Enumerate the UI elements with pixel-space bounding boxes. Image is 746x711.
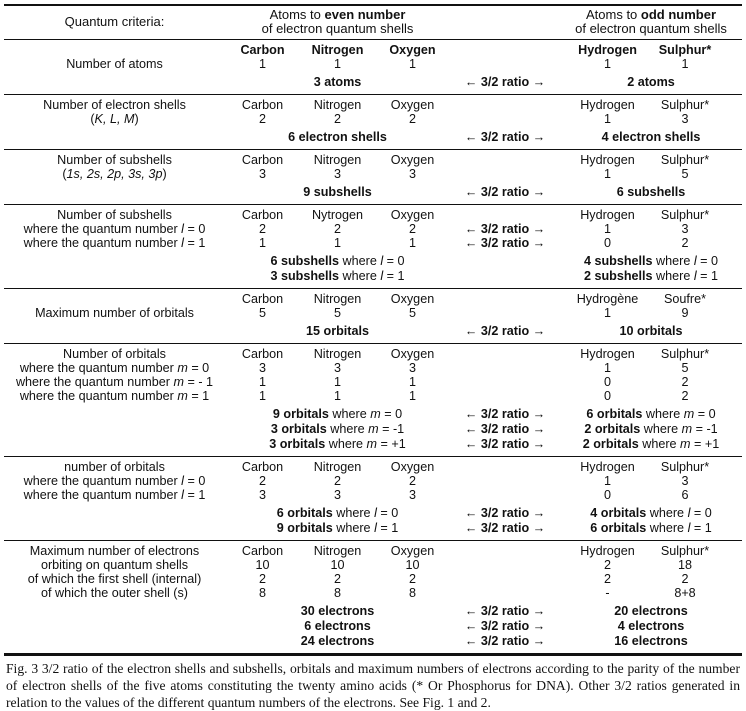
value-nitrogen: 3 <box>333 361 341 375</box>
section-subshells <box>4 150 742 205</box>
ratio-arrow-label: ← 3/2 ratio → <box>464 521 546 535</box>
value-nitrogen: 2 <box>333 222 341 236</box>
ratio-arrow-label: ← 3/2 ratio → <box>464 324 546 338</box>
section-subshells-by-l <box>4 205 742 289</box>
summary-odd: 2 subshells where l = 1 <box>583 269 719 283</box>
section-label-line: orbiting on quantum shells <box>40 558 189 572</box>
value-carbon: 2 <box>258 474 266 488</box>
value-hydrogen: 0 <box>603 488 611 502</box>
summary-odd: 20 electrons <box>614 604 688 618</box>
value-oxygen: 10 <box>405 558 420 572</box>
element-name-nitrogen: Nitrogen <box>313 153 362 167</box>
ratio-arrow-label: ← 3/2 ratio → <box>464 437 546 451</box>
value-hydrogen: 1 <box>603 112 611 126</box>
value-nitrogen: 5 <box>333 306 341 320</box>
summary-even: 6 electron shells <box>288 130 387 144</box>
summary-odd: 6 subshells <box>616 185 686 199</box>
element-name-carbon: Carbon <box>241 208 284 222</box>
element-name-nitrogen: Nitrogen <box>313 347 362 361</box>
value-nitrogen: 1 <box>333 389 341 403</box>
section-label-subshells-by-l <box>4 208 225 250</box>
summary-even: 3 orbitals where m = +1 <box>269 437 406 451</box>
value-nitrogen: 3 <box>333 167 341 181</box>
summary-even: 6 subshells where l = 0 <box>270 254 405 268</box>
ratio-arrow-label: ← 3/2 ratio → <box>464 222 546 236</box>
summary-odd: 4 electron shells <box>601 130 701 144</box>
element-name-carbon: Carbon <box>241 292 284 306</box>
value-hydrogen: 1 <box>603 222 611 236</box>
summary-even: 3 atoms <box>313 75 362 89</box>
element-name-oxygen: Oxygen <box>390 292 435 306</box>
value-carbon: 2 <box>258 572 266 586</box>
element-name-sulphur: Sulphur* <box>660 460 710 474</box>
section-label-line: (1s, 2s, 2p, 3s, 3p) <box>62 167 167 181</box>
value-nitrogen: 2 <box>333 572 341 586</box>
value-sulphur: 5 <box>681 167 689 181</box>
element-name-oxygen: Oxygen <box>390 153 435 167</box>
value-sulphur: 1 <box>681 57 689 71</box>
ratio-arrow-label: ← 3/2 ratio → <box>464 185 546 199</box>
section-label-line: Number of electron shells <box>43 98 186 112</box>
value-carbon: 2 <box>258 112 266 126</box>
summary-even: 15 orbitals <box>306 324 369 338</box>
value-sulphur: 18 <box>677 558 692 572</box>
value-oxygen: 8 <box>408 586 416 600</box>
element-name-sulphur: Sulphur* <box>660 544 710 558</box>
value-hydrogen: 1 <box>603 57 611 71</box>
value-oxygen: 2 <box>408 222 416 236</box>
value-hydrogen: 1 <box>603 474 611 488</box>
section-label-number-of-atoms <box>4 43 225 71</box>
value-sulphur: 2 <box>681 375 689 389</box>
section-orbitals-by-l <box>4 457 742 541</box>
element-name-nitrogen: Nitrogen <box>313 98 362 112</box>
element-name-hydrogen: Hydrogen <box>580 98 635 112</box>
element-name-sulphur: Sulphur* <box>660 347 710 361</box>
value-carbon: 1 <box>258 57 266 71</box>
ratio-arrow-label: ← 3/2 ratio → <box>464 75 546 89</box>
value-sulphur: 3 <box>681 112 689 126</box>
value-hydrogen: 0 <box>603 389 611 403</box>
section-label-orbitals-by-m <box>4 347 225 403</box>
section-label-max-orbitals <box>4 292 225 320</box>
section-label-line: number of orbitals <box>64 460 165 474</box>
ratio-arrow-label: ← 3/2 ratio → <box>464 634 546 648</box>
summary-odd: 6 orbitals where l = 1 <box>590 521 712 535</box>
summary-odd: 10 orbitals <box>619 324 683 338</box>
value-sulphur: 6 <box>681 488 689 502</box>
summary-even: 6 orbitals where l = 0 <box>276 506 399 520</box>
element-name-hydrogen: Hydrogène <box>576 292 639 306</box>
value-nitrogen: 2 <box>333 474 341 488</box>
summary-even: 3 orbitals where m = -1 <box>270 422 405 436</box>
value-carbon: 10 <box>255 558 270 572</box>
value-sulphur: 5 <box>681 361 689 375</box>
value-oxygen: 5 <box>408 306 416 320</box>
section-label-line: where the quantum number l = 1 <box>23 236 206 250</box>
odd-group-title-line2: of electron quantum shells <box>575 21 727 36</box>
summary-odd: 2 orbitals where m = +1 <box>582 437 720 451</box>
ratio-arrow-label: ← 3/2 ratio → <box>464 236 546 250</box>
value-oxygen: 1 <box>408 57 416 71</box>
value-sulphur: 2 <box>681 236 689 250</box>
value-nitrogen: 8 <box>333 586 341 600</box>
value-hydrogen: 0 <box>603 236 611 250</box>
value-carbon: 1 <box>258 389 266 403</box>
section-number-of-atoms <box>4 40 742 95</box>
value-hydrogen: 2 <box>603 572 611 586</box>
section-label-max-electrons <box>4 544 225 600</box>
section-label-line: where the quantum number l = 0 <box>23 474 206 488</box>
section-label-line: where the quantum number l = 0 <box>23 222 206 236</box>
value-nitrogen: 1 <box>333 375 341 389</box>
summary-even: 9 subshells <box>303 185 372 199</box>
section-label-electron-shells <box>4 98 225 126</box>
element-name-sulphur: Soufre* <box>663 292 706 306</box>
value-nitrogen: 2 <box>333 112 341 126</box>
section-label-line: Maximum number of electrons <box>29 544 200 558</box>
element-name-oxygen: Oxygen <box>390 98 435 112</box>
value-nitrogen: 10 <box>330 558 345 572</box>
section-label-line: Number of orbitals <box>63 347 166 361</box>
value-sulphur: 9 <box>681 306 689 320</box>
ratio-arrow-label: ← 3/2 ratio → <box>464 422 546 436</box>
quantum-criteria-table <box>4 4 742 656</box>
value-hydrogen: - <box>605 586 610 600</box>
value-sulphur: 2 <box>681 389 689 403</box>
value-sulphur: 3 <box>681 222 689 236</box>
odd-group-title-line1: Atoms to odd number <box>585 7 717 22</box>
element-name-oxygen: Oxygen <box>390 460 435 474</box>
summary-even: 24 electrons <box>300 634 375 648</box>
element-name-nitrogen: Nitrogen <box>313 460 362 474</box>
value-carbon: 5 <box>258 306 266 320</box>
element-name-oxygen: Oxygen <box>390 208 435 222</box>
quantum-criteria-label: Quantum criteria: <box>64 14 165 29</box>
element-name-carbon: Carbon <box>241 153 284 167</box>
ratio-arrow-label: ← 3/2 ratio → <box>464 130 546 144</box>
summary-even: 9 orbitals where m = 0 <box>272 407 403 421</box>
value-oxygen: 2 <box>408 572 416 586</box>
summary-odd: 4 subshells where l = 0 <box>583 254 719 268</box>
summary-odd: 6 orbitals where m = 0 <box>586 407 716 421</box>
summary-odd: 2 atoms <box>627 75 675 89</box>
figure-caption: Fig. 3 3/2 ratio of the electron shells and subshells, orbitals and maximum numbers of electrons according to the parity of the number of electron shells of the five atoms constituting the twenty amino acids (* Or Phosphorus for DNA). Other 3/2 ratios generated in relation to the values of the different quantum numbers of the electrons. See Fig. 1 and 2. <box>6 661 740 710</box>
ratio-arrow-label: ← 3/2 ratio → <box>464 407 546 421</box>
value-carbon: 3 <box>258 361 266 375</box>
element-name-carbon: Carbon <box>241 544 284 558</box>
section-label-line: where the quantum number m = 1 <box>19 389 210 403</box>
section-label-line: Number of subshells <box>57 208 172 222</box>
value-carbon: 8 <box>258 586 266 600</box>
value-oxygen: 3 <box>408 167 416 181</box>
element-name-nitrogen: Nitrogen <box>313 292 362 306</box>
value-carbon: 2 <box>258 222 266 236</box>
value-oxygen: 3 <box>408 361 416 375</box>
element-name-nitrogen: Nitrogen <box>313 544 362 558</box>
summary-odd: 2 orbitals where m = -1 <box>584 422 718 436</box>
section-label-subshells <box>4 153 225 181</box>
element-name-hydrogen: Hydrogen <box>580 208 635 222</box>
value-hydrogen: 1 <box>603 361 611 375</box>
section-label-line: Maximum number of orbitals <box>35 306 194 320</box>
element-name-hydrogen: Hydrogen <box>580 460 635 474</box>
value-oxygen: 1 <box>408 389 416 403</box>
element-name-hydrogen: Hydrogen <box>580 544 635 558</box>
ratio-arrow-label: ← 3/2 ratio → <box>464 604 546 618</box>
summary-even: 30 electrons <box>300 604 375 618</box>
value-carbon: 3 <box>258 167 266 181</box>
section-label-line: where the quantum number m = - 1 <box>15 375 214 389</box>
value-nitrogen: 1 <box>333 236 341 250</box>
element-name-hydrogen: Hydrogen <box>580 153 635 167</box>
value-hydrogen: 0 <box>603 375 611 389</box>
summary-even: 6 electrons <box>304 619 371 633</box>
table-header-row <box>4 6 742 40</box>
section-label-line: where the quantum number m = 0 <box>19 361 210 375</box>
value-hydrogen: 1 <box>603 306 611 320</box>
element-name-hydrogen: Hydrogen <box>580 347 635 361</box>
summary-odd: 4 electrons <box>617 619 685 633</box>
value-oxygen: 2 <box>408 474 416 488</box>
section-electron-shells <box>4 95 742 150</box>
element-name-carbon: Carbon <box>241 347 284 361</box>
value-hydrogen: 1 <box>603 167 611 181</box>
value-oxygen: 3 <box>408 488 416 502</box>
section-max-orbitals <box>4 289 742 344</box>
element-name-sulphur: Sulphur* <box>658 43 712 57</box>
value-sulphur: 2 <box>681 572 689 586</box>
even-group-title-line2: of electron quantum shells <box>261 21 414 36</box>
section-label-line <box>4 292 225 306</box>
element-name-carbon: Carbon <box>241 98 284 112</box>
section-label-line: (K, L, M) <box>90 112 139 126</box>
value-oxygen: 2 <box>408 112 416 126</box>
element-name-nitrogen: Nitrogen <box>311 43 364 57</box>
summary-odd: 4 orbitals where l = 0 <box>590 506 712 520</box>
element-name-oxygen: Oxygen <box>390 347 435 361</box>
section-label-line: Number of subshells <box>57 153 172 167</box>
value-nitrogen: 3 <box>333 488 341 502</box>
section-orbitals-by-m <box>4 344 742 457</box>
even-group-title-line1: Atoms to even number <box>269 7 406 22</box>
value-nitrogen: 1 <box>333 57 341 71</box>
summary-even: 9 orbitals where l = 1 <box>276 521 399 535</box>
summary-even: 3 subshells where l = 1 <box>270 269 405 283</box>
value-oxygen: 1 <box>408 375 416 389</box>
section-label-line: Number of atoms <box>66 57 163 71</box>
element-name-oxygen: Oxygen <box>389 43 436 57</box>
section-label-line <box>4 43 225 57</box>
ratio-arrow-label: ← 3/2 ratio → <box>464 619 546 633</box>
element-name-carbon: Carbon <box>240 43 285 57</box>
element-name-nitrogen: Nytrogen <box>311 208 364 222</box>
element-name-hydrogen: Hydrogen <box>578 43 637 57</box>
value-carbon: 1 <box>258 236 266 250</box>
value-sulphur: 8+8 <box>674 586 696 600</box>
ratio-arrow-label: ← 3/2 ratio → <box>464 506 546 520</box>
section-label-line: of which the outer shell (s) <box>41 586 188 600</box>
element-name-sulphur: Sulphur* <box>660 98 710 112</box>
section-label-line: where the quantum number l = 1 <box>23 488 206 502</box>
value-sulphur: 3 <box>681 474 689 488</box>
summary-odd: 16 electrons <box>614 634 688 648</box>
value-oxygen: 1 <box>408 236 416 250</box>
element-name-oxygen: Oxygen <box>390 544 435 558</box>
section-label-line: of which the first shell (internal) <box>27 572 202 586</box>
value-carbon: 1 <box>258 375 266 389</box>
value-hydrogen: 2 <box>603 558 611 572</box>
section-label-orbitals-by-l <box>4 460 225 502</box>
element-name-carbon: Carbon <box>241 460 284 474</box>
value-carbon: 3 <box>258 488 266 502</box>
element-name-sulphur: Sulphur* <box>660 208 710 222</box>
section-max-electrons <box>4 541 742 653</box>
element-name-sulphur: Sulphur* <box>660 153 710 167</box>
